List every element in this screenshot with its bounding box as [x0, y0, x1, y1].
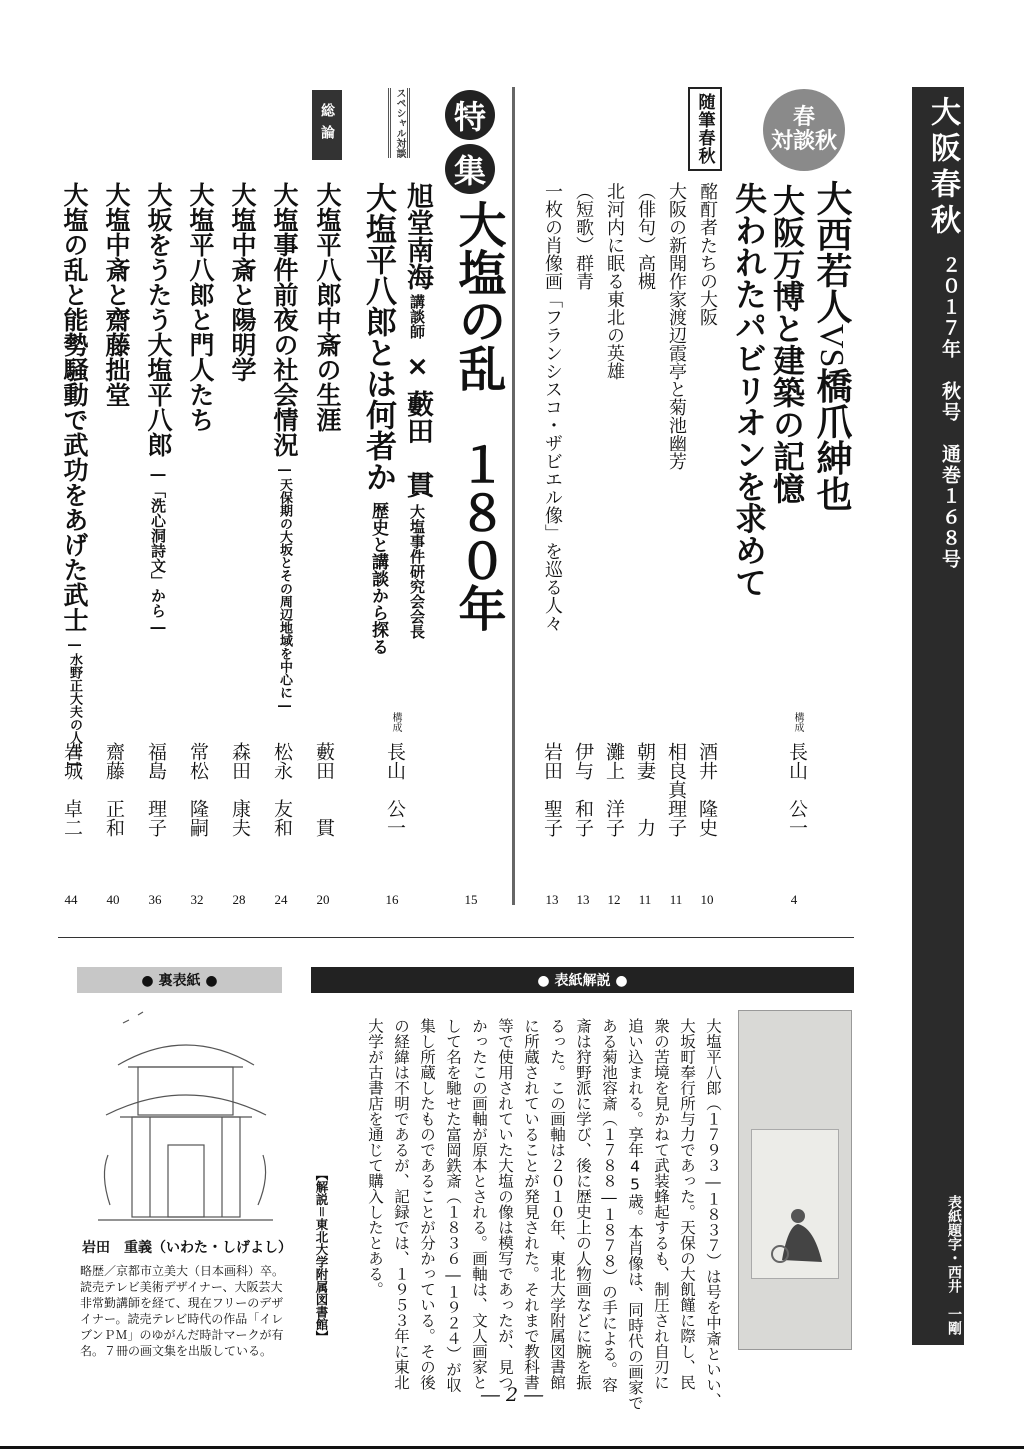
cover-desc-line: 追い込まれる。享年45歳。本肖像は、同時代の画家で [626, 1018, 644, 1411]
article-page-6: 40 [106, 892, 120, 907]
cover-desc-line: の経緯は不明であるが、記録では、１９５３年に東北 [392, 1018, 410, 1390]
taidan-badge-line2: 対談秋 [770, 129, 837, 154]
essay-page-6: 13 [545, 892, 559, 907]
tokushu-badge-1: 特 [445, 90, 495, 140]
soron-label: 総論 [312, 90, 342, 160]
dialogue-subtitle: 歴史と講談から探る [368, 502, 388, 655]
essay-title-1: 酩酊者たちの大阪 [697, 182, 718, 326]
cover-desc-line: 斎は狩野派に学び、後に歴史上の人物画などに腕を振 [574, 1018, 592, 1390]
cover-desc-body [340, 1018, 726, 1411]
article-subtitle: ―水野正大夫の人生― [67, 638, 82, 772]
essay-title-4: 北河内に眠る東北の英雄 [604, 182, 625, 380]
portrait-figure-icon [752, 1130, 840, 1280]
portrait-figure [751, 1129, 839, 1279]
cover-desc-line: 集し所蔵したものであることが分かっている。その後 [418, 1018, 436, 1390]
article-author-1: 藪田 貫 [313, 742, 335, 837]
article-6 [98, 182, 134, 407]
cover-desc-line: に所蔵されていることが発見された。それまで教科書 [522, 1018, 540, 1390]
dialogue-title-line [356, 182, 401, 655]
cover-desc-line: して名を馳せた富岡鉄斎（１８３６―１９２４）が収 [444, 1018, 462, 1393]
dialogue-page: 16 [385, 892, 399, 907]
essay-title-3: （俳句）高槻 [635, 182, 656, 290]
article-author-3: 森田 康夫 [229, 742, 251, 837]
artist-name: 岩田 重義（いわた・しげよし） [82, 1240, 292, 1256]
zuihitsu-label: 随筆春秋 [688, 87, 722, 171]
essay-title-2: 大阪の新聞作家渡辺霞亭と菊池幽芳 [666, 182, 687, 470]
article-page-1: 20 [316, 892, 330, 907]
essay-page-5: 13 [576, 892, 590, 907]
essay-author-6: 岩田 聖子 [541, 742, 563, 837]
taidan-subtitle: 失われたパビリオンを求めて [730, 182, 768, 598]
dialogue-name-1: 旭堂南海 [402, 182, 433, 290]
cover-desc-line: 大学が古書店を通じて購入したとある。 [366, 1018, 384, 1297]
article-page-4: 32 [190, 892, 204, 907]
cover-title-credit: 表紙題字・西井 一剛 [946, 1195, 962, 1335]
dialogue-role-1: 講談師 [408, 294, 426, 339]
cover-desc-line: ある菊池容斎（１７８８―１８７８）の手による。容 [600, 1018, 618, 1393]
taidan-credit-label: 構成 [792, 712, 803, 732]
article-subtitle: ―天保期の大坂とその周辺地域を中心に― [277, 463, 292, 714]
article-title: 大塩中斎と齋藤拙堂 [102, 182, 131, 407]
article-4 [182, 182, 218, 432]
essay-author-3: 朝妻 力 [634, 742, 656, 837]
tokushu-badge-2: 集 [445, 144, 495, 194]
article-page-7: 44 [64, 892, 78, 907]
article-title: 大坂をうたう大塩平八郎 [144, 182, 173, 457]
article-author-6: 齋藤 正和 [103, 742, 125, 837]
essay-page-1: 10 [700, 892, 714, 907]
cover-desc-line: 衆の苦境を見かねて武装蜂起するも、制圧され自刃に [652, 1018, 670, 1390]
essay-title-5: （短歌）群青 [573, 182, 594, 290]
portrait-scroll-image [738, 1010, 852, 1350]
issue-info: ２０１７年 秋号 通巻１６８号 [939, 255, 961, 570]
article-page-2: 24 [274, 892, 288, 907]
footer-line [0, 1446, 1024, 1449]
dialogue-title: 大塩平八郎とは何者か [360, 182, 396, 492]
article-title: 大塩事件前夜の社会情況 [270, 182, 299, 457]
dialogue-author: 長山 公一 [384, 742, 406, 837]
taidan-vs: VS [813, 324, 850, 368]
artist-bio: 略歴／京都市立美大（日本画科）卒。読売テレビ美術デザイナー、大阪芸大非常勤講師を経て、現在フリーのデザイナー。読売テレビ時代の作品「イレブンＰＭ」のゆがんだ時計マークが有名。７冊の画文集を出版している。 [80, 1264, 285, 1358]
taidan-name-2: 橋爪紳也 [811, 367, 852, 512]
article-author-5: 福島 理子 [145, 742, 167, 837]
article-7 [56, 182, 92, 772]
article-title: 大塩の乱と能勢騒動で武功をあげた武士 [60, 182, 89, 632]
article-1 [309, 182, 345, 432]
magazine-logo: 大阪春秋 [925, 96, 960, 240]
cover-desc-line: 等で使用されていた大塩の像は模写であったが、見つ [496, 1018, 514, 1390]
article-author-4: 常松 隆嗣 [187, 742, 209, 837]
temple-gate-illustration [98, 1005, 273, 1230]
dialogue-speakers [398, 182, 437, 639]
tokushu-page: 15 [464, 892, 478, 907]
taidan-name-1: 大西若人 [811, 180, 852, 324]
essay-page-2: 11 [669, 892, 683, 907]
essay-page-4: 12 [607, 892, 621, 907]
special-dialogue-label: スペシャル対談 [388, 88, 410, 158]
page-number: ― 2 ― [480, 1384, 544, 1406]
cover-desc-source: 【解説＝東北大学附属図書館】 [314, 1168, 329, 1343]
essay-page-3: 11 [638, 892, 652, 907]
horizontal-divider [58, 937, 854, 938]
essay-author-5: 伊与 和子 [572, 742, 594, 837]
article-page-3: 28 [232, 892, 246, 907]
article-subtitle: ―「洗心洞詩文」から― [149, 465, 167, 636]
essay-author-2: 相良真理子 [665, 742, 687, 837]
article-5 [140, 182, 176, 636]
essay-title-6: 一枚の肖像画「フランシスコ・ザビエル像」を巡る人々 [542, 182, 563, 632]
back-cover-header: ● 裏表紙 ● [77, 967, 282, 993]
taidan-title: 大阪万博と建築の記憶 [768, 184, 806, 504]
article-title: 大塩中斎と陽明学 [228, 182, 257, 382]
dialogue-name-2: 藪田 貫 [402, 390, 433, 498]
essay-author-1: 酒井 隆史 [696, 742, 718, 837]
taidan-badge [763, 89, 845, 171]
taidan-badge-line1: 春 [792, 105, 815, 130]
taidan-author: 長山 公一 [786, 742, 808, 837]
article-page-5: 36 [148, 892, 162, 907]
article-author-2: 松永 友和 [271, 742, 293, 837]
article-title: 大塩平八郎と門人たち [186, 182, 215, 432]
cover-desc-header: ● 表紙解説 ● [311, 967, 854, 993]
cover-desc-line: かったこの画軸が原本とされる。画軸は、文人画家と [470, 1018, 488, 1390]
dialogue-x: × [402, 351, 433, 382]
dialogue-role-2: 大塩事件研究会会長 [408, 504, 426, 639]
essay-author-4: 灘上 洋子 [603, 742, 625, 837]
taidan-names [806, 180, 857, 511]
dialogue-credit-label: 構成 [390, 712, 401, 732]
article-2 [266, 182, 302, 714]
article-3 [224, 182, 260, 382]
taidan-page: 4 [790, 892, 798, 907]
cover-desc-line: るった。この画軸は２０１０年、東北大学附属図書館 [548, 1018, 566, 1390]
article-author-7: 岩城 卓二 [61, 742, 83, 837]
cover-desc-line: 大坂町奉行所与力であった。天保の大飢饉に際し、民 [678, 1018, 696, 1390]
cover-desc-line: 大塩平八郎（１７９３―１８３７）は号を中斎といい、 [704, 1018, 722, 1408]
article-title: 大塩平八郎中斎の生涯 [313, 182, 342, 432]
tokushu-title: 大塩の乱 １８０年 [450, 200, 506, 632]
